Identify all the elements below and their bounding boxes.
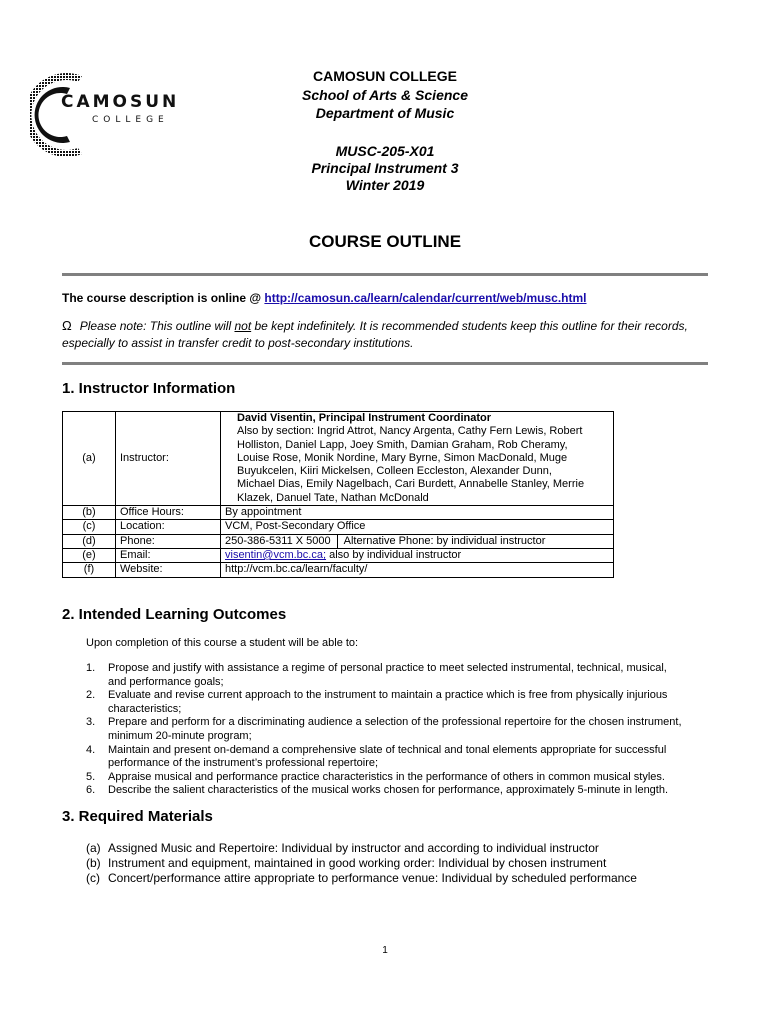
outcomes-list	[86, 662, 706, 798]
office-hours-value: By appointment	[221, 506, 614, 520]
camosun-logo	[30, 70, 190, 160]
section-heading-outcomes: 2. Intended Learning Outcomes	[62, 606, 287, 623]
outcome-text-line: and performance goals;	[108, 675, 224, 688]
email-cell	[221, 548, 614, 562]
outcome-text-line: characteristics;	[108, 702, 182, 715]
outcomes-intro: Upon completion of this course a student will be able to:	[86, 637, 359, 649]
materials-list	[86, 841, 706, 886]
list-item	[86, 716, 706, 743]
course-title: Principal Instrument 3	[311, 160, 459, 176]
row-label: Location:	[116, 520, 221, 534]
omega-icon: Ω	[62, 318, 72, 333]
list-item	[86, 784, 706, 798]
list-item	[86, 662, 706, 689]
table-row	[63, 548, 614, 562]
table-row	[63, 506, 614, 520]
instructor-table	[62, 411, 614, 578]
list-item	[86, 841, 706, 856]
outcome-number: 5.	[86, 770, 96, 783]
location-value: VCM, Post-Secondary Office	[221, 520, 614, 534]
outcome-number: 1.	[86, 662, 96, 674]
calendar-link[interactable]: http://camosun.ca/learn/calendar/current/web/musc.html	[264, 291, 587, 305]
section-heading-instructor: 1. Instructor Information	[62, 380, 236, 397]
outcome-text-line: Propose and justify with assistance a regime of personal practice to meet selected instrumental, technical, musical,	[108, 662, 667, 674]
instructor-list-line: Holliston, Daniel Lapp, Joey Smith, Damian Graham, Rob Cheramy,	[237, 438, 568, 451]
material-text: Assigned Music and Repertoire: Individual by instructor and according to individual instructor	[108, 841, 599, 855]
table-row	[63, 520, 614, 534]
instructor-list-line: Louise Rose, Monik Nordine, Mary Byrne, Simon MacDonald, Muge	[237, 451, 568, 464]
row-letter: (a)	[63, 412, 116, 506]
row-letter: (b)	[63, 506, 116, 520]
row-label: Instructor:	[116, 412, 221, 506]
row-label: Office Hours:	[116, 506, 221, 520]
instructor-list-line: Klazek, Danuel Tate, Nathan McDonald	[237, 491, 429, 504]
row-letter: (e)	[63, 548, 116, 562]
row-letter: (c)	[63, 520, 116, 534]
list-item	[86, 856, 706, 871]
outcome-number: 6.	[86, 784, 96, 797]
course-code: MUSC-205-X01	[335, 143, 435, 159]
website-value: http://vcm.bc.ca/learn/faculty/	[221, 563, 614, 577]
outcome-number: 2.	[86, 689, 96, 702]
outcome-text-line: Maintain and present on-demand a comprehensive slate of technical and tonal elements appropriate for successful	[108, 743, 667, 756]
description-prefix: The course description is online @	[62, 291, 265, 305]
instructor-cell	[221, 412, 614, 506]
outcome-number: 4.	[86, 743, 96, 756]
row-letter: (f)	[63, 563, 116, 577]
note-underlined: not	[234, 319, 252, 333]
phone-cell	[221, 534, 614, 548]
material-text: Concert/performance attire appropriate to performance venue: Individual by scheduled performance	[108, 871, 637, 885]
email-alt-text: also by individual instructor	[326, 548, 462, 561]
outcome-number: 3.	[86, 716, 96, 729]
outcome-text-line: Describe the salient characteristics of the musical works chosen for performance, approximately 5-minute in length.	[108, 784, 669, 797]
list-item	[86, 744, 706, 771]
outcome-text-line: Evaluate and revise current approach to the instrument to maintain a practice which is free from physically injurious	[108, 689, 668, 702]
note-text-2: be kept indefinitely. It is recommended students keep this outline for their records, especially to assist in transfer credit to post-secondary institutions.	[62, 319, 688, 350]
page-number: 1	[382, 945, 388, 956]
table-row	[63, 534, 614, 548]
material-label: (c)	[86, 871, 100, 885]
instructor-list-line: Michael Dias, Emily Nagelbach, Cari Burdett, Annabelle Stanley, Merrie	[237, 478, 585, 491]
department-name: Department of Music	[315, 105, 455, 121]
row-label: Website:	[116, 563, 221, 577]
alt-phone-value: Alternative Phone: by individual instructor	[343, 534, 546, 547]
email-link[interactable]: visentin@vcm.bc.ca;	[225, 548, 327, 561]
outcome-text-line: minimum 20-minute program;	[108, 729, 252, 742]
row-label: Phone:	[116, 534, 221, 548]
table-row	[63, 412, 614, 506]
college-name: CAMOSUN COLLEGE	[313, 68, 457, 84]
divider	[62, 362, 708, 365]
material-text: Instrument and equipment, maintained in good working order: Individual by chosen instrument	[108, 856, 607, 870]
list-item	[86, 771, 706, 785]
material-label: (b)	[86, 856, 101, 870]
row-letter: (d)	[63, 534, 116, 548]
divider	[62, 273, 708, 276]
phone-value: 250-386-5311 X 5000	[225, 535, 338, 548]
instructor-list-line: Also by section: Ingrid Attrot, Nancy Argenta, Cathy Fern Lewis, Robert	[237, 425, 583, 438]
coordinator-name: David Visentin, Principal Instrument Coordinator	[237, 412, 492, 424]
material-label: (a)	[86, 841, 101, 855]
list-item	[86, 871, 706, 886]
logo-wordmark: CAMOSUN	[61, 92, 180, 112]
instructor-list-line: Buyukcelen, Kiiri Mickelsen, Colleen Eccleston, Alexander Dunn,	[237, 465, 552, 478]
retention-note	[62, 317, 712, 352]
note-text-1: Please note: This outline will	[79, 319, 235, 333]
row-label: Email:	[116, 548, 221, 562]
logo-subtitle: COLLEGE	[92, 115, 169, 125]
table-row	[63, 563, 614, 577]
logo-arc-icon	[30, 70, 90, 160]
list-item	[86, 689, 706, 716]
outcome-text-line: Prepare and perform for a discriminating audience a selection of the professional repertoire for the chosen instrument,	[108, 716, 682, 729]
school-name: School of Arts & Science	[302, 87, 468, 103]
outcome-text-line: performance of the instrument’s professional repertoire;	[108, 757, 379, 770]
outcome-text-line: Appraise musical and performance practice characteristics in the performance of others in common musical styles.	[108, 770, 665, 783]
page-title: COURSE OUTLINE	[308, 232, 462, 251]
course-description	[62, 291, 587, 305]
course-term: Winter 2019	[345, 177, 425, 193]
section-heading-materials: 3. Required Materials	[62, 808, 213, 825]
